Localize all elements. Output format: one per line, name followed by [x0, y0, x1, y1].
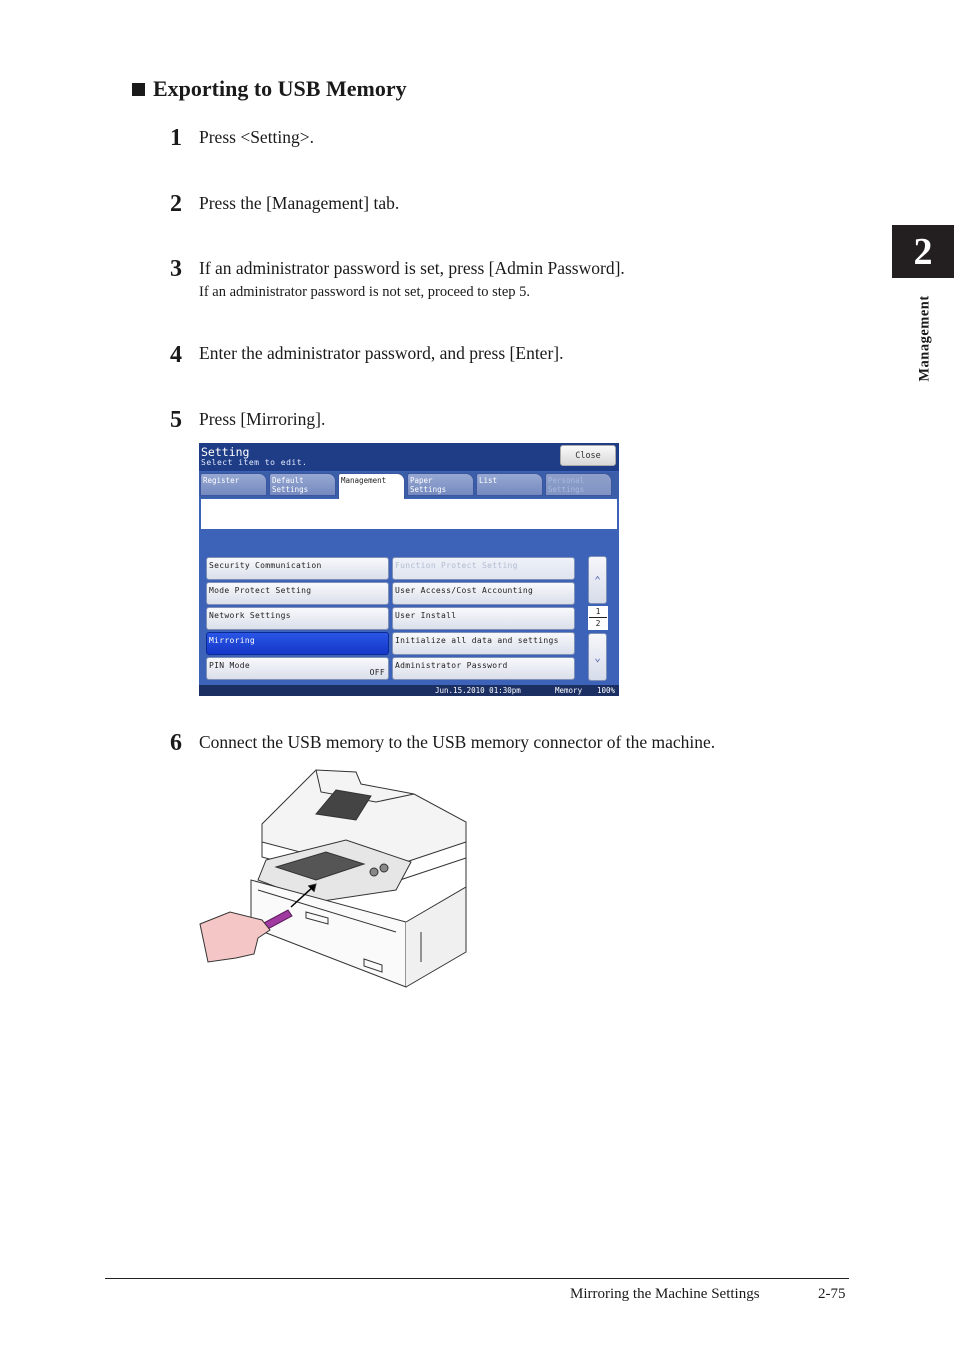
panel-title: Setting	[201, 445, 250, 459]
tab-label: Settings	[272, 485, 309, 495]
function-protect-setting-button[interactable]: Function Protect Setting	[392, 557, 575, 580]
step-text: Press the [Management] tab.	[199, 193, 400, 213]
scroll-up-button[interactable]	[588, 556, 607, 604]
step-number: 6	[170, 730, 182, 756]
page-current: 1	[595, 607, 601, 616]
chevron-up-icon: ⌃	[594, 573, 601, 587]
tab-register[interactable]	[200, 473, 267, 496]
tab-personal-settings[interactable]	[545, 473, 612, 496]
tab-label: Management	[341, 476, 387, 485]
tab-label: Settings	[548, 485, 585, 495]
mirroring-button[interactable]: Mirroring	[206, 632, 389, 655]
status-memory-percent: 100%	[597, 686, 616, 695]
step-text: Press <Setting>.	[199, 127, 315, 147]
footer-divider	[105, 1278, 849, 1279]
status-datetime: Jun.15.2010 01:30pm	[435, 686, 521, 695]
status-memory-label: Memory	[555, 686, 583, 695]
step-number: 3	[170, 256, 182, 282]
close-button[interactable]: Close	[560, 445, 616, 466]
network-settings-button[interactable]: Network Settings	[206, 607, 389, 630]
chapter-label: Management	[916, 295, 933, 382]
chevron-down-icon: ⌄	[594, 650, 601, 664]
tab-management[interactable]	[338, 473, 405, 500]
tab-label: Personal	[548, 476, 585, 485]
pin-mode-value: OFF	[369, 668, 385, 677]
status-bar	[199, 685, 619, 696]
tab-label: List	[479, 476, 498, 485]
tab-label: Default	[272, 476, 304, 485]
chapter-number-tab: 2	[892, 225, 954, 278]
scroll-down-button[interactable]	[588, 633, 607, 681]
security-communication-button[interactable]: Security Communication	[206, 557, 389, 580]
hand-icon	[200, 912, 270, 962]
section-title: Exporting to USB Memory	[153, 76, 407, 101]
user-install-button[interactable]: User Install	[392, 607, 575, 630]
mode-protect-setting-button[interactable]: Mode Protect Setting	[206, 582, 389, 605]
step-text: Enter the administrator password, and press [Enter].	[199, 343, 564, 363]
step-text: Press [Mirroring].	[199, 409, 326, 429]
step-text: If an administrator password is set, press [Admin Password].	[199, 258, 625, 278]
step-number: 2	[170, 191, 182, 217]
step-number: 4	[170, 342, 182, 368]
step-number: 5	[170, 407, 182, 433]
user-access-button[interactable]: User Access/Cost Accounting	[392, 582, 575, 605]
tab-label: Paper	[410, 476, 433, 485]
page-indicator	[588, 606, 608, 630]
tab-paper-settings[interactable]	[407, 473, 474, 496]
tab-list[interactable]	[476, 473, 543, 496]
square-bullet-icon	[132, 83, 145, 96]
usb-connection-illustration	[196, 762, 474, 992]
tab-default-settings[interactable]	[269, 473, 336, 496]
administrator-password-button[interactable]: Administrator Password	[392, 657, 575, 680]
message-area	[201, 499, 617, 529]
page-total: 2	[595, 619, 601, 628]
section-heading	[132, 76, 407, 102]
pin-mode-button[interactable]	[206, 657, 389, 680]
panel-subtitle: Select item to edit.	[201, 458, 308, 467]
tab-label: Settings	[410, 485, 447, 495]
page-number: 2-75	[818, 1286, 846, 1302]
step-note: If an administrator password is not set, proceed to step 5.	[199, 284, 531, 300]
footer-section-title: Mirroring the Machine Settings	[570, 1286, 760, 1302]
tab-label: Register	[203, 476, 240, 485]
setting-panel-screenshot	[199, 443, 619, 696]
pin-mode-label: PIN Mode	[209, 661, 250, 670]
initialize-all-button[interactable]: Initialize all data and settings	[392, 632, 575, 655]
step-text: Connect the USB memory to the USB memory connector of the machine.	[199, 732, 716, 752]
step-number: 1	[170, 125, 182, 151]
